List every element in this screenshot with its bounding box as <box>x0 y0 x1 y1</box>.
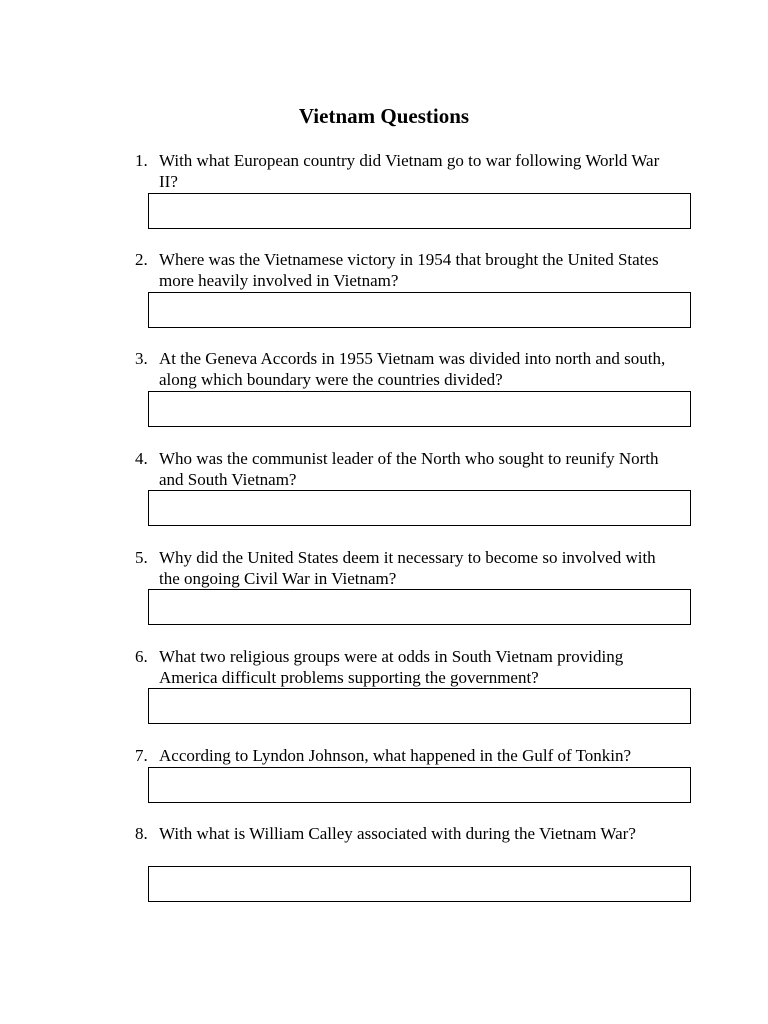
question-number: 8. <box>135 824 148 843</box>
answer-box[interactable] <box>148 490 691 526</box>
question-text: Why did the United States deem it necessary to become so involved with the ongoing Civil War in Vietnam? <box>159 548 656 588</box>
question-text: Who was the communist leader of the North who sought to reunify North and South Vietnam? <box>159 449 659 489</box>
question-number: 3. <box>135 349 148 368</box>
answer-box[interactable] <box>148 193 691 229</box>
answer-box[interactable] <box>148 688 691 724</box>
answer-box[interactable] <box>148 866 691 902</box>
page-title: Vietnam Questions <box>298 104 470 128</box>
question-text: Where was the Vietnamese victory in 1954 that brought the United States more heavily involved in Vietnam? <box>159 250 659 290</box>
question-number: 4. <box>135 449 148 468</box>
question-number: 5. <box>135 548 148 567</box>
question-number: 2. <box>135 250 148 269</box>
question-text: According to Lyndon Johnson, what happened in the Gulf of Tonkin? <box>159 746 632 765</box>
answer-box[interactable] <box>148 589 691 625</box>
answer-box[interactable] <box>148 391 691 427</box>
question-text: At the Geneva Accords in 1955 Vietnam was divided into north and south, along which boundary were the countries divided? <box>159 349 666 389</box>
question-text: With what is William Calley associated with during the Vietnam War? <box>159 824 636 843</box>
question-number: 7. <box>135 746 148 765</box>
question-text: With what European country did Vietnam go to war following World War II? <box>159 151 660 191</box>
answer-box[interactable] <box>148 767 691 803</box>
question-text: What two religious groups were at odds in South Vietnam providing America difficult problems supporting the government? <box>159 647 624 687</box>
question-number: 1. <box>135 151 148 170</box>
question-number: 6. <box>135 647 148 666</box>
answer-box[interactable] <box>148 292 691 328</box>
